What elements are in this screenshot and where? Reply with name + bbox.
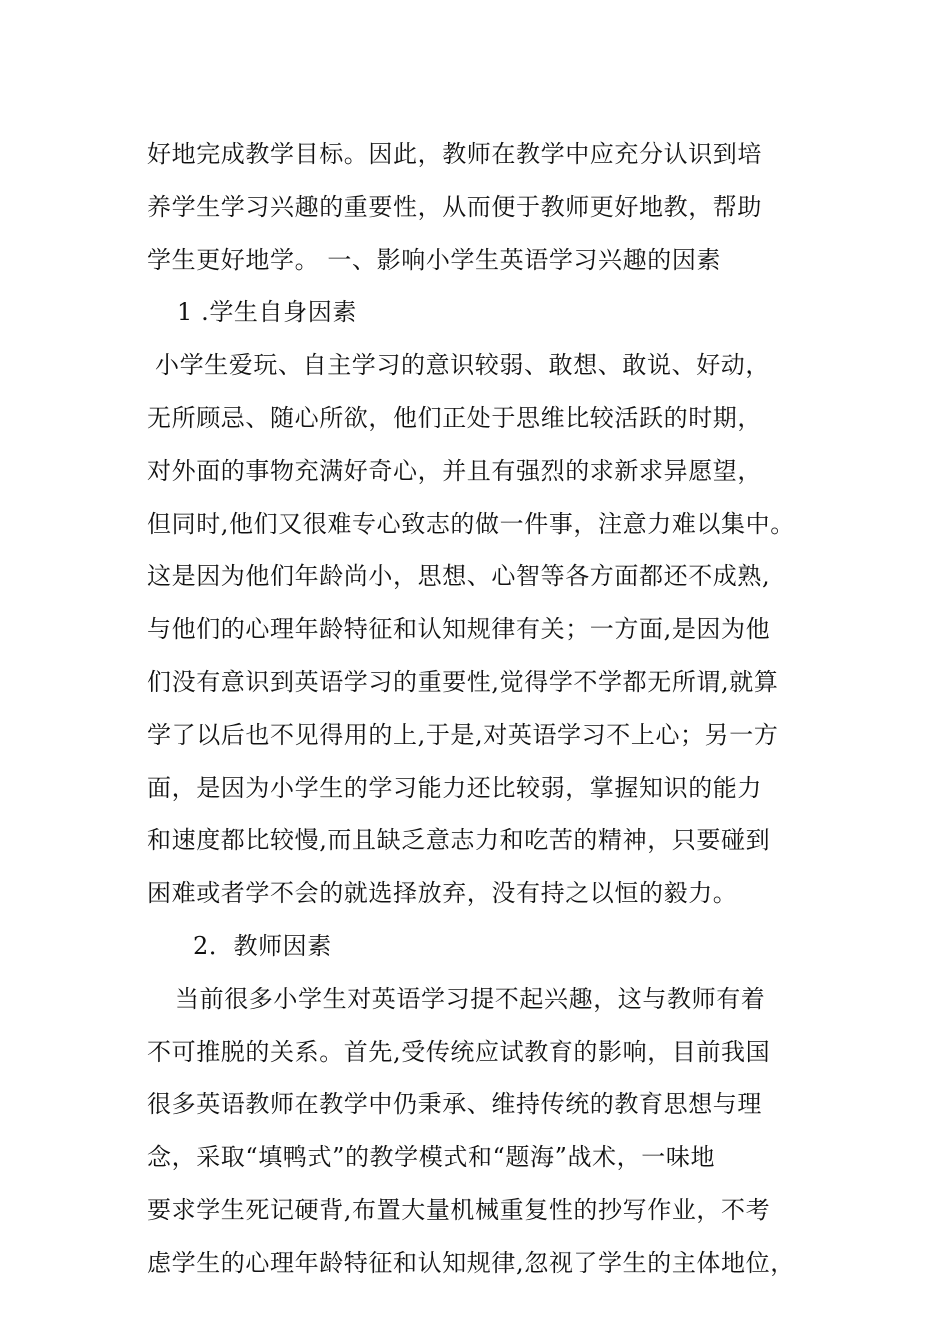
text-line: 学生更好地学。 一、影响小学生英语学习兴趣的因素 [147, 245, 722, 274]
section-heading: 1 .学生自身因素 [177, 298, 357, 327]
text-line: 与他们的心理年龄特征和认知规律有关；一方面,是因为他 [147, 615, 771, 644]
text-line: 们没有意识到英语学习的重要性,觉得学不学都无所谓,就算 [147, 667, 779, 696]
text-line: 虑学生的心理年龄特征和认知规律,忽视了学生的主体地位， [147, 1248, 795, 1277]
text-line: 这是因为他们年龄尚小，思想、心智等各方面都还不成熟, [147, 562, 771, 591]
text-line: 小学生爱玩、自主学习的意识较弱、敢想、敢说、好动， [155, 351, 770, 380]
text-line: 但同时,他们又很难专心致志的做一件事，注意力难以集中。 [147, 509, 795, 538]
text-line: 好地完成教学目标。因此，教师在教学中应充分认识到培 [147, 140, 762, 168]
text-line: 学了以后也不见得用的上,于是,对英语学习不上心；另一方 [147, 720, 779, 749]
text-line: 无所顾忌、随心所欲，他们正处于思维比较活跃的时期， [147, 403, 762, 432]
section-heading: 2．教师因素 [193, 931, 332, 960]
body-text [147, 128, 827, 1290]
text-line: 面，是因为小学生的学习能力还比较弱，掌握知识的能力 [147, 773, 762, 802]
text-line: 很多英语教师在教学中仍秉承、维持传统的教育思想与理 [147, 1090, 762, 1119]
text-line: 困难或者学不会的就选择放弃，没有持之以恒的毅力。 [147, 879, 738, 908]
text-line: 对外面的事物充满好奇心，并且有强烈的求新求异愿望， [147, 456, 762, 485]
text-line: 念，采取“填鸭式”的教学模式和“题海”战术，一味地 [147, 1143, 716, 1172]
text-line: 不可推脱的关系。首先,受传统应试教育的影响，目前我国 [147, 1037, 771, 1066]
text-line: 当前很多小学生对英语学习提不起兴趣，这与教师有着 [175, 984, 766, 1013]
text-line: 养学生学习兴趣的重要性，从而便于教师更好地教，帮助 [147, 192, 762, 221]
text-line: 和速度都比较慢,而且缺乏意志力和吃苦的精神，只要碰到 [147, 826, 771, 855]
text-line: 要求学生死记硬背,布置大量机械重复性的抄写作业，不考 [147, 1195, 771, 1224]
